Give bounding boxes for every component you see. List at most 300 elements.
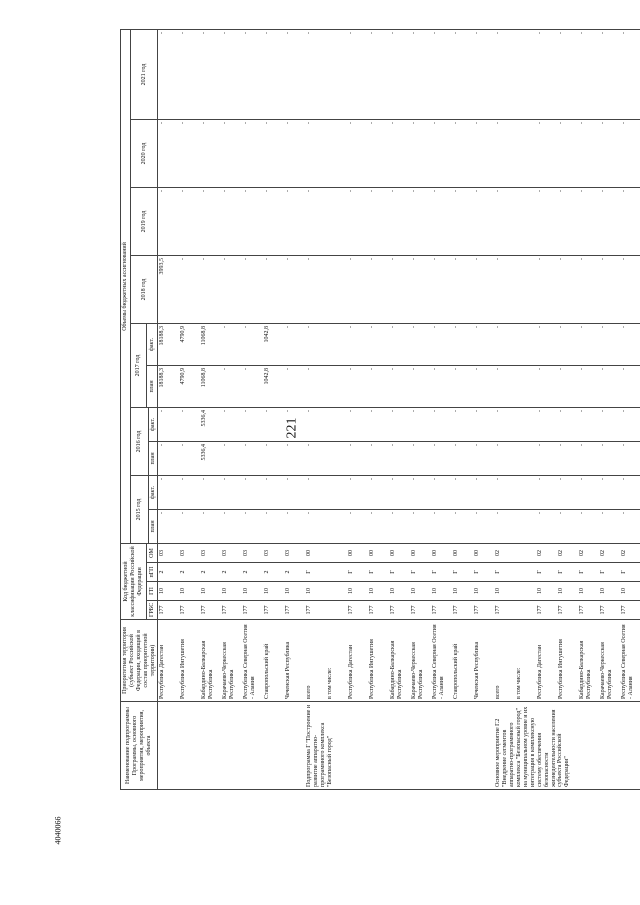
code-cell-om: 03 [221, 544, 242, 563]
code-cell-gp: 10 [452, 582, 473, 601]
code-cell-pgp: Г [368, 563, 389, 582]
value-cell: - [179, 476, 200, 510]
value-cell: - [179, 188, 200, 256]
value-cell [326, 256, 347, 324]
value-cell: - [368, 29, 389, 119]
value-cell: - [305, 29, 326, 119]
value-cell: - [263, 256, 284, 324]
code-cell-grbs: 177 [179, 601, 200, 620]
value-cell: - [599, 29, 620, 119]
value-cell: - [221, 256, 242, 324]
value-cell: 1042,8 [263, 366, 284, 408]
code-cell-gp: 10 [158, 582, 180, 601]
value-cell: - [389, 120, 410, 188]
value-cell: - [242, 188, 263, 256]
value-cell: - [284, 408, 305, 442]
value-cell: - [263, 29, 284, 119]
value-cell: - [557, 442, 578, 476]
row-name-cell: Основное мероприятие Г.2 "Внедрение сегментов аппаратно-программного комплекса "Безопасный город" на муниципальном уровне и их интеграция в комплексную систему обеспечения безопасности жизнедеятельности населения субъекта Российской Федерации" [494, 702, 640, 790]
value-cell: - [347, 29, 368, 119]
value-cell: - [284, 120, 305, 188]
value-cell: - [284, 324, 305, 366]
code-cell-pgp [326, 563, 347, 582]
value-cell: - [473, 120, 494, 188]
value-cell: - [368, 324, 389, 366]
code-cell-grbs: 177 [221, 601, 242, 620]
value-cell: - [578, 442, 599, 476]
value-cell: - [368, 256, 389, 324]
value-cell: - [578, 188, 599, 256]
value-cell: - [620, 188, 640, 256]
value-cell: - [389, 408, 410, 442]
value-cell: - [557, 188, 578, 256]
value-cell: - [431, 442, 452, 476]
value-cell: - [494, 442, 515, 476]
value-cell: - [431, 256, 452, 324]
value-cell: - [389, 366, 410, 408]
value-cell: - [536, 29, 557, 119]
code-cell-grbs: 177 [452, 601, 473, 620]
table-row [557, 29, 578, 789]
code-cell-grbs: 177 [263, 601, 284, 620]
table-row [179, 29, 200, 789]
value-cell: - [200, 256, 221, 324]
value-cell [515, 29, 536, 119]
code-cell-om: 02 [578, 544, 599, 563]
value-cell [326, 366, 347, 408]
code-cell-pgp [515, 563, 536, 582]
value-cell: 18188,3 [158, 324, 180, 366]
value-cell: - [305, 476, 326, 510]
code-cell-om: 00 [347, 544, 368, 563]
value-cell: - [179, 510, 200, 544]
header-year-2021: 2021 год [130, 29, 158, 119]
value-cell: - [389, 442, 410, 476]
value-cell: - [473, 29, 494, 119]
value-cell: - [410, 510, 431, 544]
table-row [515, 29, 536, 789]
value-cell: - [599, 366, 620, 408]
table-row [620, 29, 640, 789]
value-cell: - [305, 510, 326, 544]
code-cell-grbs: 177 [368, 601, 389, 620]
value-cell: - [410, 188, 431, 256]
value-cell: - [242, 408, 263, 442]
code-cell-gp: 10 [347, 582, 368, 601]
value-cell: - [494, 324, 515, 366]
code-cell-pgp: Г [494, 563, 515, 582]
value-cell: - [431, 476, 452, 510]
territory-cell: в том числе: [515, 620, 536, 702]
value-cell: - [557, 324, 578, 366]
value-cell [326, 188, 347, 256]
value-cell: - [305, 324, 326, 366]
code-cell-gp: 10 [473, 582, 494, 601]
value-cell: - [347, 510, 368, 544]
value-cell [515, 324, 536, 366]
code-cell-pgp: Г [347, 563, 368, 582]
value-cell: - [284, 188, 305, 256]
value-cell: - [578, 408, 599, 442]
value-cell: - [200, 188, 221, 256]
code-cell-om: 02 [557, 544, 578, 563]
code-cell-om: 02 [494, 544, 515, 563]
value-cell [515, 408, 536, 442]
value-cell: - [473, 324, 494, 366]
header-code-om: ОМ [146, 544, 158, 563]
code-cell-grbs: 177 [620, 601, 640, 620]
value-cell: - [347, 476, 368, 510]
value-cell: - [242, 324, 263, 366]
value-cell: - [494, 366, 515, 408]
value-cell: - [452, 408, 473, 442]
value-cell: - [536, 256, 557, 324]
value-cell [326, 442, 347, 476]
territory-cell: Республика Ингушетия [179, 620, 200, 702]
value-cell: - [158, 188, 180, 256]
value-cell: - [473, 366, 494, 408]
header-2015-fact: факт. [148, 476, 158, 510]
value-cell: - [179, 256, 200, 324]
code-cell-om: 00 [389, 544, 410, 563]
value-cell: - [620, 510, 640, 544]
value-cell [326, 29, 347, 119]
territory-cell: Республика Дагестан [347, 620, 368, 702]
value-cell: - [620, 120, 640, 188]
value-cell: - [620, 29, 640, 119]
territory-cell: Ставропольский край [263, 620, 284, 702]
header-year-2020: 2020 год [130, 120, 158, 188]
code-cell-grbs: 177 [431, 601, 452, 620]
code-cell-pgp: Г [305, 563, 326, 582]
code-cell-om [515, 544, 536, 563]
value-cell: - [284, 510, 305, 544]
value-cell: - [263, 120, 284, 188]
value-cell: 4790,9 [179, 366, 200, 408]
value-cell: - [221, 29, 242, 119]
territory-cell: Республика Северная Осетия - Алания [431, 620, 452, 702]
table-row [200, 29, 221, 789]
value-cell: - [578, 366, 599, 408]
value-cell: - [221, 120, 242, 188]
value-cell: - [221, 408, 242, 442]
header-2015-plan: план [148, 510, 158, 544]
value-cell: - [452, 29, 473, 119]
value-cell [515, 188, 536, 256]
table-row [473, 29, 494, 789]
value-cell: - [599, 120, 620, 188]
value-cell: - [347, 120, 368, 188]
value-cell: - [536, 510, 557, 544]
code-cell-grbs: 177 [242, 601, 263, 620]
header-code-gp: ГП [146, 582, 158, 601]
value-cell: - [221, 324, 242, 366]
value-cell [326, 120, 347, 188]
header-name: Наименование подпрограммы Программы, основного мероприятия, мероприятия, объекта [121, 702, 158, 790]
code-cell-om: 00 [431, 544, 452, 563]
code-cell-grbs: 177 [599, 601, 620, 620]
value-cell: - [473, 476, 494, 510]
value-cell: - [200, 476, 221, 510]
value-cell: - [284, 476, 305, 510]
code-cell-gp: 10 [389, 582, 410, 601]
value-cell: - [158, 408, 180, 442]
value-cell: - [557, 256, 578, 324]
value-cell: - [578, 324, 599, 366]
value-cell: - [179, 408, 200, 442]
header-2017-fact: факт. [146, 324, 158, 366]
value-cell: - [431, 188, 452, 256]
code-cell-om: 00 [410, 544, 431, 563]
code-cell-om: 03 [284, 544, 305, 563]
value-cell: - [494, 256, 515, 324]
value-cell [515, 442, 536, 476]
code-cell-pgp: 2 [284, 563, 305, 582]
value-cell: - [158, 442, 180, 476]
value-cell: - [347, 324, 368, 366]
table-row [368, 29, 389, 789]
code-cell-grbs: 177 [410, 601, 431, 620]
territory-cell: в том числе: [326, 620, 347, 702]
value-cell: - [284, 29, 305, 119]
header-volume: Объемы бюджетных ассигнований [121, 29, 131, 543]
value-cell: - [242, 442, 263, 476]
value-cell: - [179, 29, 200, 119]
header-year-2017: 2017 год [130, 324, 146, 408]
value-cell: - [179, 120, 200, 188]
table-header [121, 29, 158, 789]
row-name-cell [158, 702, 306, 790]
value-cell: - [221, 510, 242, 544]
value-cell: - [431, 366, 452, 408]
value-cell: - [557, 408, 578, 442]
value-cell: 5336,4 [200, 442, 221, 476]
document-code: 4040066 [53, 816, 63, 845]
code-cell-grbs: 177 [200, 601, 221, 620]
value-cell: - [578, 256, 599, 324]
header-2016-plan: план [148, 442, 158, 476]
value-cell: - [452, 366, 473, 408]
code-cell-grbs: 177 [347, 601, 368, 620]
value-cell: - [473, 442, 494, 476]
value-cell: - [263, 188, 284, 256]
value-cell: - [494, 120, 515, 188]
code-cell-pgp: Г [620, 563, 640, 582]
code-cell-om: 02 [536, 544, 557, 563]
code-cell-gp: 10 [620, 582, 640, 601]
value-cell: - [368, 476, 389, 510]
header-territory: Приоритетная территория (субъект Российской Федерации, входящий в состав приоритетной территории) [121, 620, 158, 702]
code-cell-gp [515, 582, 536, 601]
code-cell-om: 00 [452, 544, 473, 563]
value-cell: - [221, 476, 242, 510]
value-cell: - [221, 366, 242, 408]
value-cell: - [473, 188, 494, 256]
code-cell-pgp: Г [536, 563, 557, 582]
value-cell: - [431, 510, 452, 544]
value-cell: - [536, 442, 557, 476]
table-body [158, 29, 640, 789]
territory-cell: Республика Дагестан [536, 620, 557, 702]
value-cell: - [347, 256, 368, 324]
code-cell-gp: 10 [536, 582, 557, 601]
value-cell: - [242, 29, 263, 119]
territory-cell: Карачаево-Черкесская Республика [599, 620, 620, 702]
value-cell: - [578, 120, 599, 188]
value-cell: - [242, 476, 263, 510]
code-cell-grbs: 177 [389, 601, 410, 620]
code-cell-gp: 10 [494, 582, 515, 601]
code-cell-pgp: Г [578, 563, 599, 582]
value-cell: - [410, 442, 431, 476]
code-cell-gp: 10 [200, 582, 221, 601]
value-cell: - [578, 510, 599, 544]
value-cell: - [599, 510, 620, 544]
code-cell-om: 03 [242, 544, 263, 563]
value-cell: - [305, 442, 326, 476]
value-cell: - [410, 476, 431, 510]
value-cell: - [578, 29, 599, 119]
value-cell: - [368, 120, 389, 188]
code-cell-pgp: Г [599, 563, 620, 582]
value-cell: - [368, 188, 389, 256]
value-cell: - [599, 324, 620, 366]
code-cell-grbs: 177 [305, 601, 326, 620]
code-cell-om: 03 [200, 544, 221, 563]
value-cell: - [347, 188, 368, 256]
code-cell-pgp: 2 [263, 563, 284, 582]
row-name-cell: Подпрограмма Г "Построение и развитие аппаратно-программного комплекса "Безопасный город" [305, 702, 494, 790]
page-number: 221 [284, 417, 300, 439]
territory-cell: Республика Ингушетия [368, 620, 389, 702]
value-cell: 18188,3 [158, 366, 180, 408]
value-cell: - [305, 408, 326, 442]
value-cell: - [242, 366, 263, 408]
value-cell: - [536, 188, 557, 256]
value-cell: - [494, 510, 515, 544]
value-cell: - [452, 120, 473, 188]
code-cell-gp: 10 [284, 582, 305, 601]
code-cell-gp: 10 [599, 582, 620, 601]
table-row [242, 29, 263, 789]
table-row [599, 29, 620, 789]
value-cell: - [305, 256, 326, 324]
value-cell: - [599, 408, 620, 442]
value-cell: - [452, 188, 473, 256]
value-cell: - [347, 366, 368, 408]
rotated-table-container [120, 30, 640, 790]
value-cell: - [242, 120, 263, 188]
table-row [284, 29, 305, 789]
header-code-grbs: ГРБС [146, 601, 158, 620]
code-cell-grbs: 177 [494, 601, 515, 620]
code-cell-om [326, 544, 347, 563]
territory-cell: Республика Северная Осетия - Алания [620, 620, 640, 702]
header-budget-class: Код бюджетной классификации Российской Федерации [121, 544, 147, 620]
code-cell-pgp: Г [431, 563, 452, 582]
header-year-2016: 2016 год [130, 408, 148, 476]
value-cell: - [431, 324, 452, 366]
value-cell: 3993,5 [158, 256, 180, 324]
value-cell: - [410, 29, 431, 119]
value-cell: - [158, 510, 180, 544]
value-cell: - [410, 366, 431, 408]
value-cell: - [221, 442, 242, 476]
code-cell-grbs: 177 [473, 601, 494, 620]
code-cell-gp: 10 [305, 582, 326, 601]
territory-cell: Карачаево-Черкесская Республика [221, 620, 242, 702]
value-cell: - [620, 408, 640, 442]
value-cell: - [494, 188, 515, 256]
table-row [452, 29, 473, 789]
header-year-2015: 2015 год [130, 476, 148, 544]
code-cell-om: 00 [305, 544, 326, 563]
code-cell-om: 00 [473, 544, 494, 563]
table-row [389, 29, 410, 789]
value-cell: - [452, 476, 473, 510]
value-cell: - [158, 120, 180, 188]
code-cell-pgp: 2 [158, 563, 180, 582]
value-cell: - [305, 120, 326, 188]
code-cell-gp: 10 [368, 582, 389, 601]
value-cell [326, 510, 347, 544]
table-row [536, 29, 557, 789]
value-cell: - [410, 120, 431, 188]
value-cell [515, 366, 536, 408]
code-cell-grbs: 177 [578, 601, 599, 620]
territory-cell: всего [494, 620, 515, 702]
value-cell: - [452, 442, 473, 476]
value-cell: - [263, 476, 284, 510]
value-cell: - [473, 408, 494, 442]
code-cell-grbs: 177 [158, 601, 180, 620]
value-cell: - [599, 476, 620, 510]
value-cell: - [389, 476, 410, 510]
value-cell: - [452, 510, 473, 544]
territory-cell: Чеченская Республика [473, 620, 494, 702]
value-cell: - [410, 324, 431, 366]
value-cell: - [431, 408, 452, 442]
value-cell: - [494, 476, 515, 510]
value-cell: 4790,9 [179, 324, 200, 366]
code-cell-om: 03 [263, 544, 284, 563]
value-cell: - [410, 408, 431, 442]
value-cell: - [200, 29, 221, 119]
header-2016-fact: факт. [148, 408, 158, 442]
value-cell: - [263, 442, 284, 476]
value-cell: - [200, 510, 221, 544]
territory-cell: Чеченская Республика [284, 620, 305, 702]
value-cell: - [494, 408, 515, 442]
header-year-2018: 2018 год [130, 256, 158, 324]
header-year-2019: 2019 год [130, 188, 158, 256]
value-cell: - [536, 120, 557, 188]
value-cell: - [263, 510, 284, 544]
code-cell-pgp: 2 [200, 563, 221, 582]
value-cell: - [284, 442, 305, 476]
value-cell: - [410, 256, 431, 324]
value-cell: - [536, 366, 557, 408]
table-row [158, 29, 180, 789]
table-row [347, 29, 368, 789]
value-cell: - [368, 442, 389, 476]
code-cell-pgp: Г [410, 563, 431, 582]
territory-cell: Кабардино-Балкарская Республика [389, 620, 410, 702]
code-cell-gp: 10 [410, 582, 431, 601]
table-row [326, 29, 347, 789]
header-code-pgp: пГП [146, 563, 158, 582]
code-cell-grbs [515, 601, 536, 620]
